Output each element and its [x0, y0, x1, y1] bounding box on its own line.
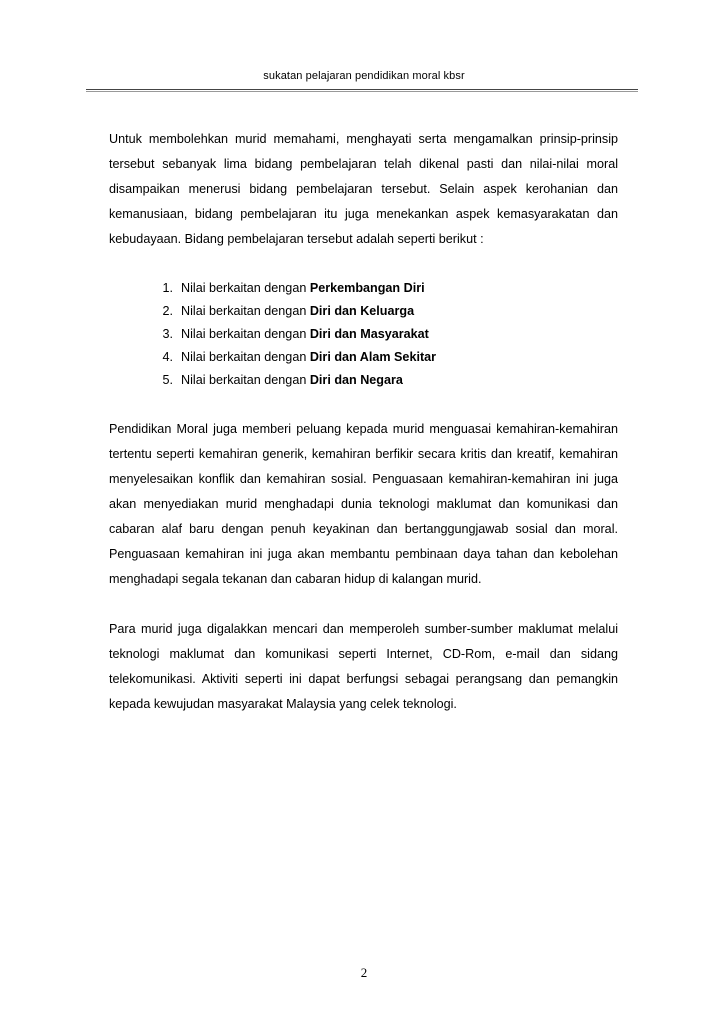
list-bold: Perkembangan Diri — [309, 281, 425, 295]
paragraph-learning-areas: Untuk membolehkan murid memahami, menghayati serta mengamalkan prinsip-prinsip tersebut sebanyak lima bidang pembelajaran telah dikenal pasti dan nilai-nilai moral disampaikan menerusi bidang pembelajaran tersebut. Selain aspek kerohanian dan kemanusiaan, bidang pembelajaran itu juga menekankan aspek kemasyarakatan dan kebudayaan. Bidang pembelajaran tersebut adalah seperti berikut : — [109, 132, 618, 246]
list-bold: Diri dan Keluarga — [309, 304, 415, 318]
list-prefix: Nilai berkaitan dengan — [181, 327, 310, 341]
list-text — [181, 369, 403, 392]
paragraph-skills: Pendidikan Moral juga memberi peluang kepada murid menguasai kemahiran-kemahiran tertentu seperti kemahiran generik, kemahiran berfikir secara kritis dan kreatif, kemahiran menyelesaikan konflik dan kemahiran sosial. Penguasaan kemahiran-kemahiran ini juga akan menyediakan murid menghadapi dunia teknologi maklumat dan komunikasi dan cabaran alaf baru dengan penuh keyakinan dan bertanggungjawab sosial dan moral. Penguasaan kemahiran ini juga akan membantu pembinaan daya tahan dan kebolehan menghadapi segala tekanan dan cabaran hidup di kalangan murid. — [109, 422, 618, 586]
list-prefix: Nilai berkaitan dengan — [181, 350, 310, 364]
list-number: 5. — [162, 373, 173, 387]
list-prefix: Nilai berkaitan dengan — [181, 304, 310, 318]
spacer — [109, 252, 618, 277]
list-bold: Diri dan Masyarakat — [309, 327, 429, 341]
list-number: 3. — [162, 327, 173, 341]
list-number: 4. — [162, 350, 173, 364]
list-bold: Diri dan Alam Sekitar — [309, 350, 437, 364]
running-header: sukatan pelajaran pendidikan moral kbsr — [263, 70, 465, 82]
list-number: 2. — [162, 304, 173, 318]
list-item — [109, 277, 618, 300]
header-rule — [86, 89, 638, 90]
list-item — [109, 369, 618, 392]
list-item — [109, 300, 618, 323]
spacer — [109, 592, 618, 617]
paragraph-information-sources: Para murid juga digalakkan mencari dan memperoleh sumber-sumber maklumat melalui teknologi maklumat dan komunikasi seperti Internet, CD-Rom, e-mail dan sidang telekomunikasi. Aktiviti seperti ini dapat berfungsi sebagai perangsang dan pemangkin kepada kewujudan masyarakat Malaysia yang celek teknologi. — [109, 622, 618, 711]
list-text — [181, 277, 425, 300]
list-item — [109, 323, 618, 346]
learning-areas-list — [109, 277, 618, 392]
list-prefix: Nilai berkaitan dengan — [181, 373, 310, 387]
spacer — [109, 392, 618, 417]
list-text — [181, 346, 436, 369]
list-bold: Diri dan Negara — [309, 373, 403, 387]
list-text — [181, 323, 429, 346]
list-text — [181, 300, 414, 323]
page-number: 2 — [360, 965, 368, 980]
document-body — [109, 127, 618, 717]
list-number: 1. — [162, 281, 173, 295]
list-prefix: Nilai berkaitan dengan — [181, 281, 310, 295]
list-item — [109, 346, 618, 369]
